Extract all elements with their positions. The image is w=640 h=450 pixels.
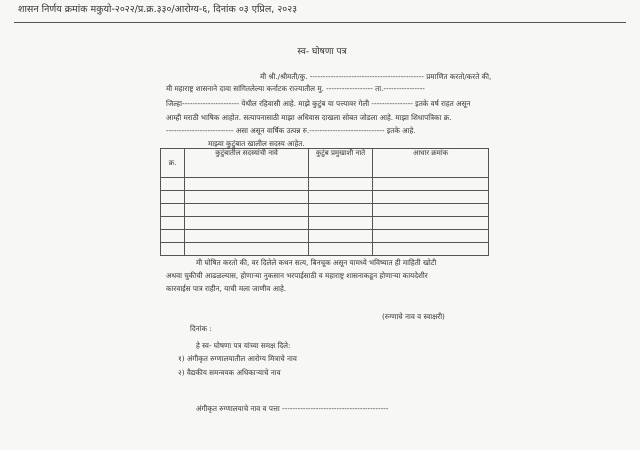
table-cell <box>309 204 373 217</box>
header-relation: कुटुंब प्रमुखाशी नाते <box>309 149 373 178</box>
table-cell <box>161 243 185 256</box>
header-serial-number: क्र. <box>161 149 185 178</box>
family-members-table <box>160 148 489 256</box>
table-cell <box>373 178 489 191</box>
document-title: स्व- घोषणा पत्र <box>297 47 347 57</box>
table-row <box>161 243 489 256</box>
table-cell <box>373 243 489 256</box>
table-cell <box>161 204 185 217</box>
witness-medical-coordinator: २) वैद्यकीय समन्वयक अधिकाऱ्याचे नाव <box>178 368 281 377</box>
table-cell <box>309 217 373 230</box>
declaration-line-3: जिल्हा---------------------- येथील रहिवासी आहे. माझे कुटुंब या पत्त्यावर गेली ---------------- इतके वर्ष राहत असून <box>166 99 471 108</box>
table-cell <box>185 191 309 204</box>
table-cell <box>161 178 185 191</box>
table-cell <box>185 178 309 191</box>
family-members-intro: माझ्या कुटुंबात खालील सदस्य आहेत. <box>208 139 305 148</box>
table-cell <box>373 217 489 230</box>
hospital-name-address-line: अंगीकृत रुग्णालयाचे नाव व पत्ता ----------------------------------------- <box>196 404 389 413</box>
table-cell <box>309 191 373 204</box>
table-row <box>161 191 489 204</box>
table-cell <box>373 191 489 204</box>
table-cell <box>373 230 489 243</box>
table-row <box>161 217 489 230</box>
table-cell <box>373 204 489 217</box>
undertaking-line-2: अथवा चुकीची आढळल्यास, होणाऱ्या नुकसान भरपाईसाठी व महाराष्ट्र शासनाकडून होणाऱ्या कायदेशीर <box>166 271 428 280</box>
witness-intro: हे स्व- घोषणा पत्र यांच्या समक्ष दिले: <box>196 341 291 350</box>
table-cell <box>185 204 309 217</box>
witness-arogya-mitra: १) अंगीकृत रुग्णालयातील आरोग्य मित्राचे नाव <box>178 354 297 363</box>
undertaking-line-3: कारवाईस पात्र राहीन, याची मला जाणीव आहे. <box>166 284 287 293</box>
header-aadhar-number: आधार क्रमांक <box>373 149 489 178</box>
undertaking-line-1: मी घोषित करतो की, वर दिलेले कथन सत्य, बिनचूक असून यामध्ये भविष्यात ही माहिती खोटी <box>196 258 437 267</box>
table-row <box>161 178 489 191</box>
table-cell <box>161 230 185 243</box>
patient-signature-label: (रुग्णाचे नाव व स्वाक्षरी) <box>382 312 445 321</box>
table-cell <box>185 230 309 243</box>
table-cell <box>161 191 185 204</box>
table-row <box>161 204 489 217</box>
government-resolution-reference: शासन निर्णय क्रमांक मकुयो-२०२२/प्र.क्र.३३०/आरोग्य-६, दिनांक ०३ एप्रिल, २०२३ <box>18 4 298 15</box>
date-label: दिनांक : <box>190 324 212 333</box>
header-divider <box>14 22 626 23</box>
declaration-line-2: मी महाराष्ट्र शासनाने दावा सांगितलेल्या कर्नाटक राज्यातील मु. ------------------ ता.---------------- <box>166 84 425 93</box>
table-cell <box>161 217 185 230</box>
declaration-line-5: -------------------------- असा असून वार्षिक उत्पन्न रु.----------------------------- इतके आहे. <box>166 126 416 135</box>
table-cell <box>309 243 373 256</box>
declaration-line-1: मी श्री./श्रीमती/कु. -------------------------------------------- प्रमाणित करतो/करते की, <box>260 72 492 81</box>
declaration-line-4: आम्ही मराठी भाषिक आहोत. सत्यापनासाठी माझा अधिवास दाखला सोबत जोडला आहे. माझा शिधापत्रिका क्र. <box>166 113 452 122</box>
table-header-row <box>161 149 489 178</box>
table-cell <box>309 230 373 243</box>
table-cell <box>309 178 373 191</box>
table-row <box>161 230 489 243</box>
table-cell <box>185 217 309 230</box>
table-cell <box>185 243 309 256</box>
header-member-name: कुटुंबातील सदस्यांची नावे <box>185 149 309 178</box>
